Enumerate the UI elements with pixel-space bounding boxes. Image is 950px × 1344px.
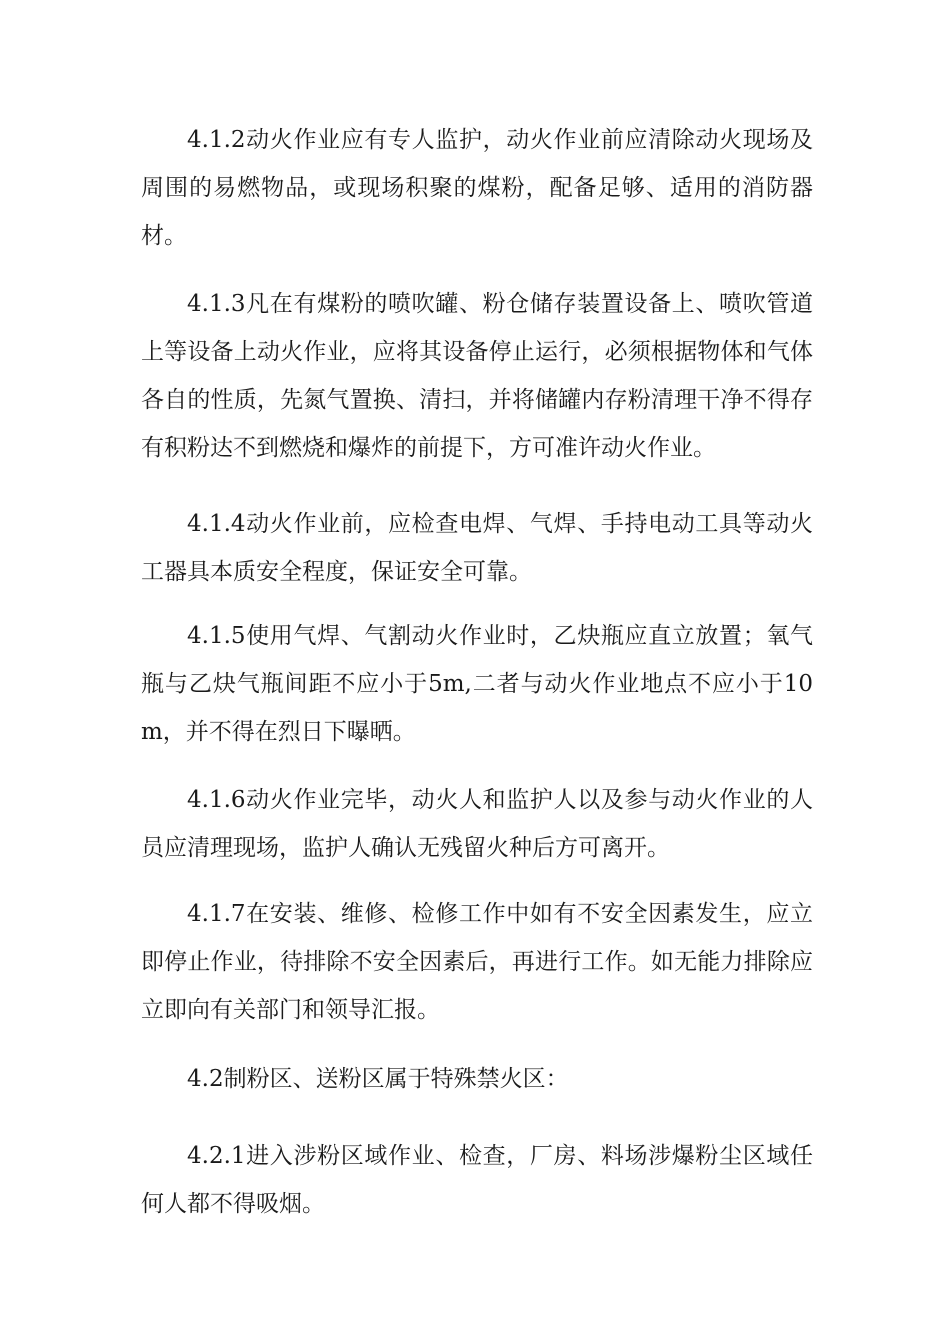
- paragraph-4-1-5: 4.1.5使用气焊、气割动火作业时，乙炔瓶应直立放置；氧气瓶与乙炔气瓶间距不应小于5m,二者与动火作业地点不应小于10m，并不得在烈日下曝晒。: [141, 623, 813, 745]
- paragraph-4-2: 4.2制粉区、送粉区属于特殊禁火区：: [187, 1066, 569, 1092]
- paragraph-4-1-3: 4.1.3凡在有煤粉的喷吹罐、粉仓储存装置设备上、喷吹管道上等设备上动火作业，应将其设备停止运行，必须根据物体和气体各自的性质，先氮气置换、清扫，并将储罐内存粉清理干净不得存有积粉达不到燃烧和爆炸的前提下，方可准许动火作业。: [141, 291, 813, 461]
- paragraph-4-1-4: 4.1.4动火作业前，应检查电焊、气焊、手持电动工具等动火工器具本质安全程度，保证安全可靠。: [141, 511, 813, 585]
- paragraph-4-1-6: 4.1.6动火作业完毕，动火人和监护人以及参与动火作业的人员应清理现场，监护人确认无残留火种后方可离开。: [141, 787, 813, 861]
- paragraph-4-2-1: 4.2.1进入涉粉区域作业、检查，厂房、料场涉爆粉尘区域任何人都不得吸烟。: [141, 1143, 813, 1217]
- paragraph-4-1-2: 4.1.2动火作业应有专人监护，动火作业前应清除动火现场及周围的易燃物品，或现场积聚的煤粉，配备足够、适用的消防器材。: [141, 127, 813, 249]
- paragraph-4-1-7: 4.1.7在安装、维修、检修工作中如有不安全因素发生，应立即停止作业，待排除不安全因素后，再进行工作。如无能力排除应立即向有关部门和领导汇报。: [141, 901, 813, 1023]
